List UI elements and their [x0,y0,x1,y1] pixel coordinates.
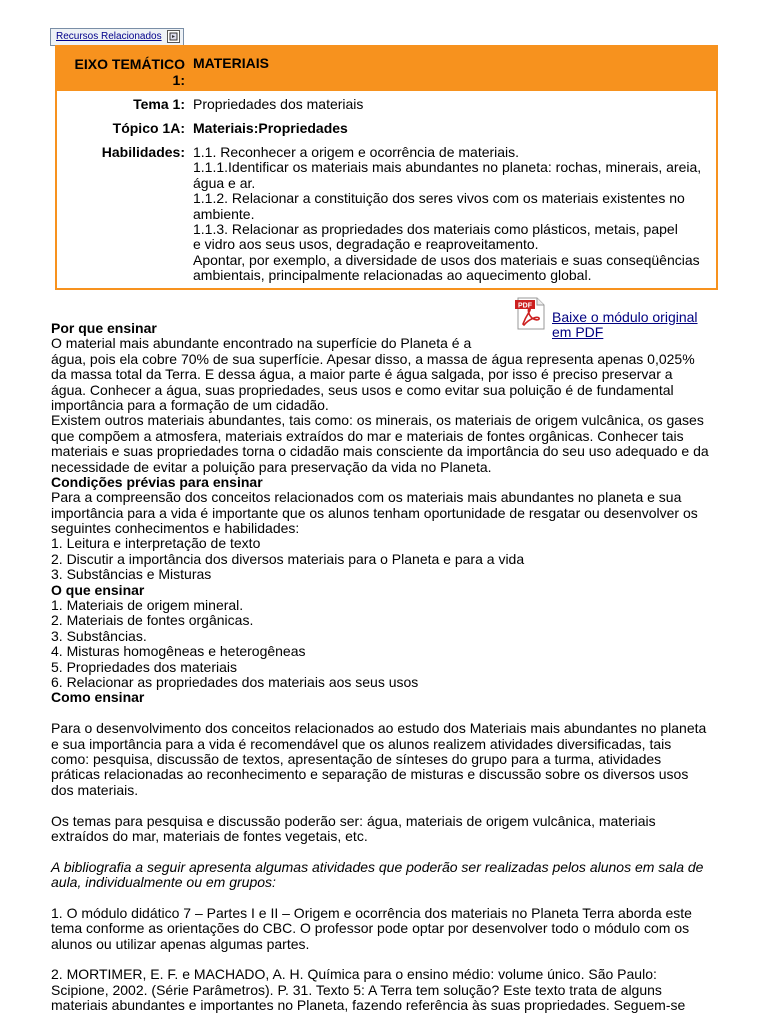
eixo-tematico-panel [55,45,718,290]
reference-line: Scipione, 2002. (Série Parâmetros). P. 31. Texto 5: A Terra tem solução? Este texto trata de alguns [51,981,662,998]
habilidade-line: água e ar. [193,174,256,191]
list-item: 6. Relacionar as propriedades dos materiais aos seus usos [51,673,419,690]
habilidade-line: e vidro aos seus usos, degradação e reaproveitamento. [193,236,539,253]
eixo-label-line1: EIXO TEMÁTICO [74,56,185,72]
list-item: 2. Discutir a importância dos diversos materiais para o Planeta e para a vida [51,550,525,567]
related-resources-label: Recursos Relacionados [56,31,162,42]
paragraph-line: seguintes conhecimentos e habilidades: [51,520,300,537]
eixo-value: MATERIAIS [193,55,269,71]
paragraph-line: Para o desenvolvimento dos conceitos relacionados ao estudo dos Materiais mais abundantes no planeta [51,720,707,737]
paragraph-line: dos materiais. [51,781,139,798]
open-window-icon [167,30,180,43]
paragraph-line: Existem outros materiais abundantes, tais como: os minerais, os materiais de origem vulcânica, os gases [51,412,704,429]
list-item: 1. Materiais de origem mineral. [51,597,244,614]
eixo-label [67,56,185,88]
pdf-link-line1[interactable]: Baixe o módulo original [552,309,698,325]
list-item: 4. Misturas homogêneas e heterogêneas [51,643,306,660]
reference-line: alunos ou utilizar apenas algumas partes. [51,935,310,952]
paragraph-line: extraídos do mar, materiais de fontes vegetais, etc. [51,827,368,844]
paragraph-line: água, pois ela cobre 70% de sua superfície. Apesar disso, a massa de água representa apenas 0,025% [51,350,695,367]
list-item: 1. Leitura e interpretação de texto [51,535,261,552]
paragraph-line: que compõem a atmosfera, materiais extraídos do mar e materiais de fontes orgânicas. Conhecer tais [51,427,684,444]
paragraph-line: importância para a formação de um cidadão. [51,396,329,413]
reference-line: 2. MORTIMER, E. F. e MACHADO, A. H. Química para o ensino médio: volume único. São Paulo: [51,966,657,983]
pdf-link-line2[interactable]: em PDF [552,324,604,341]
paragraph-line: importância para a vida é importante que os alunos tenham oportunidade de resgatar ou desenvolver os [51,504,698,521]
topico-label: Tópico 1A: [112,120,185,136]
habilidade-line: Apontar, por exemplo, a diversidade de usos dos materiais e suas conseqüências [193,251,700,268]
list-item: 3. Substâncias. [51,627,147,644]
habilidade-line: 1.1.1.Identificar os materiais mais abundantes no planeta: rochas, minerais, areia, [193,159,702,176]
habilidade-line: 1.1. Reconhecer a origem e ocorrência de materiais. [193,144,520,160]
list-item: 2. Materiais de fontes orgânicas. [51,612,254,629]
reference-line: materiais abundantes e importantes no Planeta, fazendo referência às suas propriedades. Seguem-se [51,997,686,1014]
paragraph-line: práticas relacionadas ao reconhecimento e separação de misturas e discussão sobre os diversos usos [51,766,689,783]
bibliography-intro-line: aula, individualmente ou em grupos: [51,874,276,891]
related-resources-button[interactable] [50,28,184,46]
paragraph-line: O material mais abundante encontrado na superfície do Planeta é a [51,335,472,352]
tema-value: Propriedades dos materiais [193,96,364,112]
topico-value: Materiais:Propriedades [193,120,348,136]
tema-label: Tema 1: [133,96,185,112]
habilidade-line: 1.1.3. Relacionar as propriedades dos materiais como plásticos, metais, papel [193,221,678,238]
main-content [51,321,721,1014]
section-title-o-que: O que ensinar [51,581,145,598]
eixo-label-line2: 1: [172,72,185,88]
paragraph-line: da massa total da Terra. E dessa água, a maior parte é água salgada, por isso é preciso preservar a [51,366,673,383]
reference-line: tema conforme as orientações do CBC. O professor pode optar por desenvolver todo o módulo com os [51,920,690,937]
pdf-icon-label: PDF [518,302,532,310]
habilidades-label: Habilidades: [101,144,185,160]
eixo-header [57,47,716,91]
paragraph-line: água. Conhecer a água, suas propriedades, seus usos e como evitar sua poluição é de fundamental [51,381,674,398]
habilidade-line: 1.1.2. Relacionar a constituição dos seres vivos com os materiais existentes no [193,190,685,207]
habilidades-list [193,145,713,284]
paragraph-line: e sua importância para a vida é recomendável que os alunos realizem atividades diversificadas, tais [51,735,672,752]
reference-line: 1. O módulo didático 7 – Partes I e II – Origem e ocorrência dos materiais no Planeta Terra aborda este [51,904,692,921]
paragraph-line: necessidade de evitar a poluição para preservação da vida no Planeta. [51,458,492,475]
paragraph-line: como: pesquisa, discussão de textos, apresentação de sínteses do grupo para a turma, atividades [51,750,662,767]
habilidade-line: ambientais, principalmente relacionadas ao aquecimento global. [193,267,592,284]
section-title-como: Como ensinar [51,689,145,706]
bibliography-intro-line: A bibliografia a seguir apresenta algumas atividades que poderão ser realizadas pelos alunos em sala de [51,858,704,875]
list-item: 3. Substâncias e Misturas [51,566,212,583]
paragraph-line: Os temas para pesquisa e discussão poderão ser: água, materiais de origem vulcânica, materiais [51,812,656,829]
section-title-condicoes: Condições prévias para ensinar [51,473,263,490]
section-title-por-que: Por que ensinar [51,320,157,336]
paragraph-line: Para a compreensão dos conceitos relacionados com os materiais mais abundantes no planeta e sua [51,489,682,506]
list-item: 5. Propriedades dos materiais [51,658,237,675]
paragraph-line: materiais e suas propriedades torna o cidadão mais consciente da importância do seu uso adequado e da [51,443,709,460]
habilidade-line: ambiente. [193,205,255,222]
